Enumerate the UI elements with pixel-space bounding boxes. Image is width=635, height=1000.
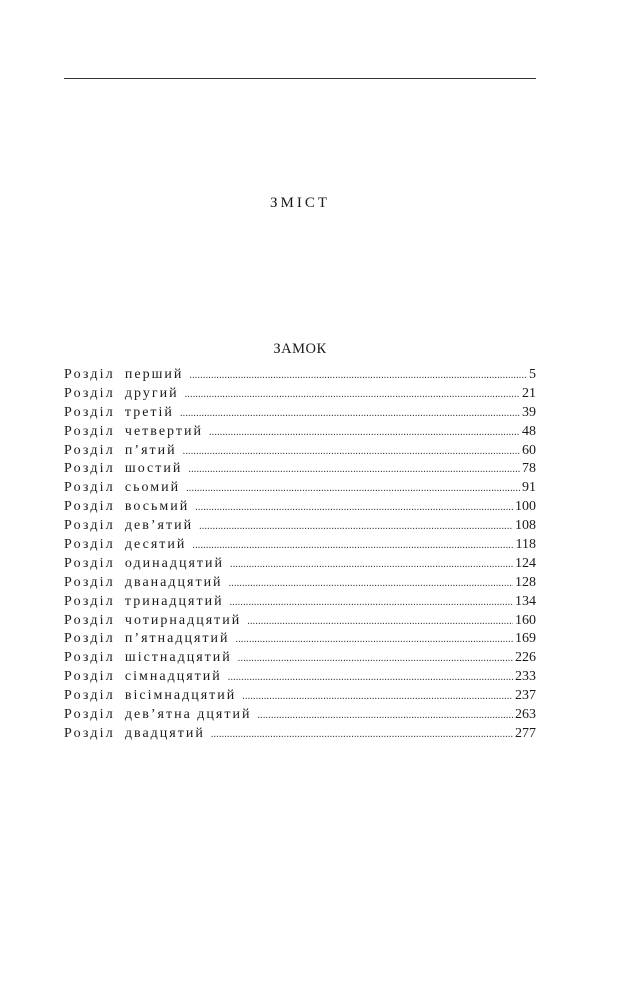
toc-entry[interactable] [64,630,536,649]
toc-dot-leader [199,518,513,536]
toc-entry[interactable] [64,498,536,517]
toc-page-number: 233 [515,669,536,685]
toc-entry-chapter-name: одинадцятий [124,555,224,571]
toc-page-number: 237 [515,688,536,704]
toc-entry-label: Розділ [64,385,115,401]
page-title: ЗМІСТ [269,195,330,211]
toc-page-number: 21 [522,385,536,401]
toc-entry-label: Розділ [64,555,115,571]
toc-entry-label: Розділ [64,669,115,685]
toc-entry-chapter-name: дванадцятий [124,574,223,590]
toc-entry-label: Розділ [64,688,115,704]
toc-entry[interactable] [64,442,536,461]
toc-page-number: 226 [515,650,536,666]
toc-entry-label: Розділ [64,537,115,553]
toc-entry-chapter-name: десятий [124,537,187,553]
toc-dot-leader [180,405,520,423]
toc-dot-leader [195,499,513,517]
toc-entry-chapter-name: вісімнадцятий [124,688,237,704]
toc-entry-label: Розділ [64,423,115,439]
toc-dot-leader [188,461,520,479]
toc-entry-chapter-name: п’ятий [124,442,177,458]
toc-entry-label: Розділ [64,612,115,628]
toc-dot-leader [230,556,513,574]
toc-entry-label: Розділ [64,574,115,590]
toc-entry-label: Розділ [64,707,115,723]
toc-entry-label: Розділ [64,631,115,647]
toc-dot-leader [230,594,513,612]
toc-entry[interactable] [64,593,536,612]
toc-entry-chapter-name: п’ятнадцятий [124,631,230,647]
toc-dot-leader [185,386,520,404]
toc-entry-label: Розділ [64,480,115,496]
toc-page-number: 277 [515,725,536,741]
toc-page-number: 60 [522,442,536,458]
toc-entry[interactable] [64,574,536,593]
toc-entry-chapter-name: восьмий [124,499,190,515]
toc-page-number: 169 [515,631,536,647]
toc-entry-chapter-name: дев’ятна дцятий [124,707,252,723]
toc-page-number: 124 [515,555,536,571]
toc-entry-chapter-name: двадцятий [124,725,205,741]
toc-page-number: 78 [522,461,536,477]
toc-page-number: 91 [522,480,536,496]
header-rule [64,78,536,79]
toc-entry-label: Розділ [64,499,115,515]
toc-entry[interactable] [64,725,536,744]
toc-entry[interactable] [64,649,536,668]
toc-entry[interactable] [64,536,536,555]
toc-entry-chapter-name: чотирнадцятий [124,612,242,628]
toc-page-number: 118 [515,537,536,553]
toc-entry-chapter-name: шістнадцятий [124,650,232,666]
table-of-contents [64,366,536,744]
toc-entry-label: Розділ [64,593,115,609]
toc-dot-leader [183,443,520,461]
toc-entry-label: Розділ [64,650,115,666]
toc-page-number: 100 [515,499,536,515]
toc-entry[interactable] [64,668,536,687]
toc-dot-leader [186,480,520,498]
toc-entry[interactable] [64,612,536,631]
toc-dot-leader [238,650,513,668]
toc-entry-chapter-name: шостий [124,461,183,477]
toc-entry-label: Розділ [64,461,115,477]
toc-entry-chapter-name: сьомий [124,480,181,496]
toc-entry[interactable] [64,385,536,404]
toc-entry-label: Розділ [64,442,115,458]
toc-page-number: 48 [522,423,536,439]
toc-entry[interactable] [64,404,536,423]
toc-dot-leader [257,707,513,725]
toc-entry-label: Розділ [64,725,115,741]
toc-entry-chapter-name: дев’ятий [124,518,194,534]
toc-page-number: 108 [515,518,536,534]
section-title: ЗАМОК [273,341,327,357]
toc-entry[interactable] [64,460,536,479]
toc-dot-leader [247,613,513,631]
toc-entry-chapter-name: третій [124,404,174,420]
toc-dot-leader [242,688,513,706]
toc-entry-chapter-name: тринадцятий [124,593,224,609]
toc-page-number: 160 [515,612,536,628]
toc-dot-leader [192,537,513,555]
toc-dot-leader [228,669,513,687]
toc-dot-leader [211,726,513,744]
toc-entry[interactable] [64,555,536,574]
toc-entry-chapter-name: сімнадцятий [124,669,222,685]
toc-entry[interactable] [64,366,536,385]
toc-dot-leader [236,631,514,649]
toc-entry-label: Розділ [64,367,115,382]
toc-dot-leader [209,424,520,442]
toc-page-number: 263 [515,707,536,723]
toc-page-number: 39 [522,404,536,420]
toc-entry-chapter-name: перший [124,367,184,382]
toc-entry-label: Розділ [64,404,115,420]
toc-entry[interactable] [64,517,536,536]
toc-page-number: 5 [529,367,536,382]
toc-page-number: 128 [515,574,536,590]
toc-entry[interactable] [64,479,536,498]
toc-entry[interactable] [64,423,536,442]
toc-dot-leader [189,367,527,385]
toc-dot-leader [229,575,513,593]
toc-entry-chapter-name: другий [124,385,179,401]
toc-entry[interactable] [64,687,536,706]
toc-entry-label: Розділ [64,518,115,534]
toc-entry-chapter-name: четвертий [124,423,203,439]
toc-page-number: 134 [515,593,536,609]
toc-entry[interactable] [64,706,536,725]
